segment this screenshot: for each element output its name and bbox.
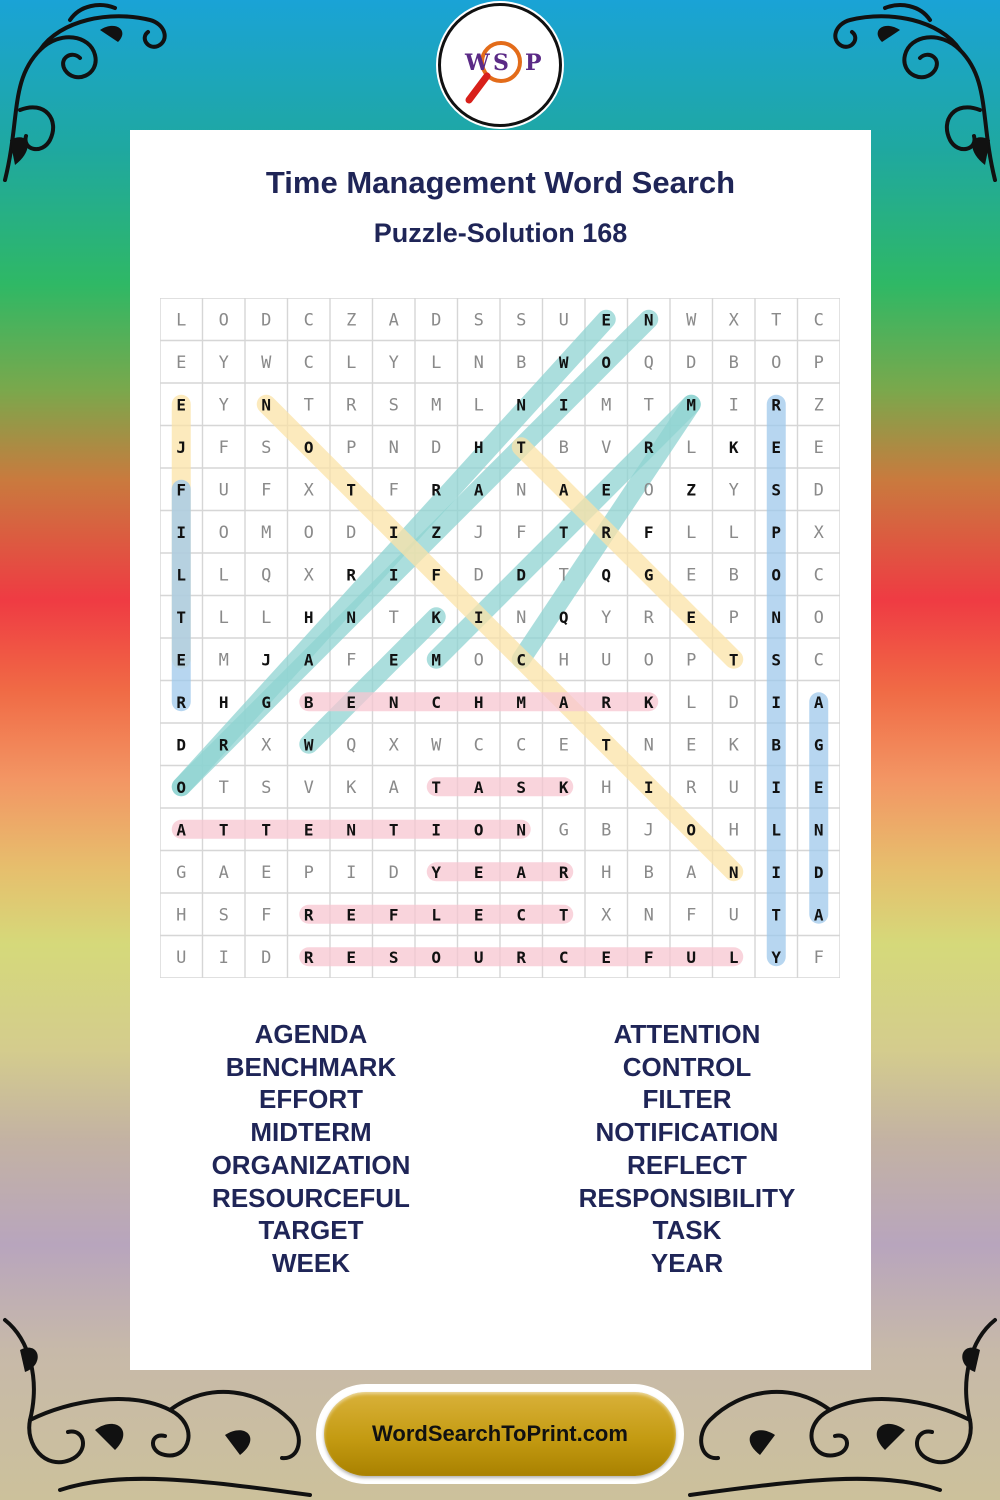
grid-cell: N [516,395,527,415]
grid-cell: R [601,692,612,712]
grid-cell: T [388,820,399,840]
grid-cell: L [473,395,484,416]
word-list-item: CONTROL [622,1051,752,1082]
logo-letter-w: W [465,50,490,76]
grid-cell: M [261,522,272,543]
grid-cell: O [601,352,612,372]
grid-cell: B [728,565,739,586]
grid-cell: H [728,820,739,841]
grid-cell: N [771,607,782,627]
grid-cell: F [643,522,654,542]
grid-cell: Z [346,310,357,331]
grid-cell: N [473,352,484,373]
grid-cell: O [431,947,442,967]
grid-cell: S [388,395,399,416]
logo-letter-p: P [525,50,542,76]
grid-cell: I [728,395,739,416]
grid-cell: R [303,947,314,967]
grid-cell: G [558,820,569,841]
grid-cell: E [176,395,187,415]
grid-cell: K [558,777,569,797]
grid-cell: E [473,905,484,925]
grid-cell: L [346,352,357,373]
grid-cell: U [176,947,187,968]
grid-cell: I [771,692,782,712]
grid-cell: E [176,352,187,373]
grid-cell: Z [431,522,442,542]
grid-cell: T [643,395,654,416]
grid-cell: O [813,607,824,628]
grid-cell: B [601,820,612,841]
grid-cell: D [473,565,484,586]
grid-cell: A [558,692,569,712]
grid-cell: D [176,735,187,755]
word-list-item: AGENDA [254,1019,368,1049]
grid-cell: F [261,905,272,926]
word-list-item: RESOURCEFUL [212,1182,410,1213]
grid-cell: Y [431,862,442,882]
word-list-item: TARGET [258,1215,364,1246]
grid-cell: O [643,480,654,501]
grid-cell: Q [558,607,569,627]
grid-cell: C [303,310,314,331]
grid-cell: N [813,820,824,840]
grid-cell: C [516,905,527,925]
grid-cell: Y [728,480,739,501]
grid-cell: K [728,437,739,457]
word-list-item: TASK [652,1215,722,1246]
grid-cell: W [261,352,272,373]
grid-cell: N [261,395,272,415]
grid-cell: Q [643,352,654,373]
grid-cell: O [303,437,314,457]
word-list-right [502,1018,872,1280]
grid-cell: B [303,692,314,712]
grid-cell: J [473,522,484,543]
grid-cell: B [516,352,527,373]
grid-cell: E [176,650,187,670]
grid-cell: M [218,650,229,671]
grid-cell: C [813,650,824,671]
grid-cell: P [303,862,314,883]
word-list-item: YEAR [650,1247,724,1278]
grid-cell: L [176,565,187,585]
grid-cell: H [473,437,484,457]
grid-cell: N [643,735,654,756]
site-link-button[interactable] [316,1384,684,1484]
grid-cell: F [686,905,697,926]
grid-cell: A [388,777,399,798]
grid-cell: T [218,777,229,798]
grid-cell: E [346,692,357,712]
grid-cell: X [261,735,272,756]
grid-cell: W [303,735,314,755]
grid-cell: F [218,437,229,458]
grid-cell: S [771,650,782,670]
grid-cell: A [473,480,484,500]
grid-cell: A [558,480,569,500]
grid-cell: A [813,692,824,712]
grid-cell: U [218,480,229,501]
grid-cell: I [431,820,442,840]
grid-cell: U [601,650,612,671]
grid-cell: T [516,437,527,457]
grid-cell: E [686,565,697,586]
grid-cell: F [346,650,357,671]
word-list-left [126,1018,496,1280]
grid-cell: U [473,947,484,967]
grid-cell: U [728,905,739,926]
grid-cell: R [643,437,654,457]
grid-cell: G [261,692,272,712]
grid-cell: I [346,862,357,883]
grid-cell: O [218,522,229,543]
grid-cell: H [218,692,229,712]
grid-cell: F [388,480,399,501]
grid-cell: L [218,565,229,586]
grid-cell: F [516,522,527,543]
grid-cell: L [728,947,739,967]
grid-cell: G [813,735,824,755]
grid-cell: M [431,395,442,416]
grid-cell: E [473,862,484,882]
grid-cell: D [516,565,527,585]
grid-cell: X [303,480,314,501]
grid-cell: E [346,905,357,925]
grid-cell: B [558,437,569,458]
grid-cell: V [601,437,612,458]
grid-cell: R [218,735,229,755]
grid-cell: G [176,862,187,883]
grid-cell: I [771,862,782,882]
grid-cell: D [431,437,442,458]
grid-cell: L [431,905,442,925]
grid-cell: P [813,352,824,373]
grid-cell: J [261,650,272,670]
grid-cell: S [388,947,399,967]
grid-cell: X [728,310,739,331]
grid-cell: L [686,692,697,713]
grid-cell: T [346,480,357,500]
grid-cell: N [346,820,357,840]
grid-cell: L [686,522,697,543]
word-list-item: REFLECT [627,1149,747,1180]
grid-cell: O [643,650,654,671]
grid-cell: C [813,565,824,586]
grid-cell: N [643,905,654,926]
grid-cell: C [303,352,314,373]
grid-cell: P [686,650,697,671]
grid-cell: U [728,777,739,798]
grid-cell: R [601,522,612,542]
grid-cell: X [813,522,824,543]
grid-cell: L [728,522,739,543]
grid-cell: T [388,607,399,628]
word-list-item: ORGANIZATION [211,1149,411,1180]
word-list-item: EFFORT [259,1084,363,1115]
grid-cell: S [516,777,527,797]
grid-cell: K [728,735,739,756]
grid-cell: R [303,905,314,925]
grid-cell: W [431,735,442,756]
grid-cell: A [473,777,484,797]
grid-cell: D [813,480,824,501]
grid-cell: Z [686,480,697,500]
grid-cell: H [176,905,187,926]
grid-cell: G [643,565,654,585]
grid-cell: C [558,947,569,967]
grid-cell: E [686,607,697,627]
grid-cell: B [771,735,782,755]
puzzle-sheet [130,130,871,1370]
grid-cell: A [516,862,527,882]
grid-cell: Y [771,947,782,967]
grid-cell: O [473,820,484,840]
grid-cell: E [813,777,824,797]
grid-cell: O [218,310,229,331]
grid-cell: H [601,862,612,883]
grid-cell: A [218,862,229,883]
grid-cell: U [558,310,569,331]
grid-cell: A [813,905,824,925]
grid-cell: C [431,692,442,712]
grid-cell: J [176,437,187,457]
grid-cell: R [431,480,442,500]
grid-cell: N [516,480,527,501]
grid-cell: W [686,310,697,331]
grid-cell: T [218,820,229,840]
grid-cell: S [218,905,229,926]
grid-cell: Y [601,607,612,628]
grid-cell: J [643,820,654,841]
grid-svg [160,298,840,978]
grid-cell: R [176,692,187,712]
grid-cell: L [771,820,782,840]
grid-cell: B [728,352,739,373]
grid-cell: X [601,905,612,926]
grid-cell: D [813,862,824,882]
grid-cell: D [261,947,272,968]
grid-cell: D [431,310,442,331]
grid-cell: A [388,310,399,331]
grid-cell: E [771,437,782,457]
grid-cell: P [728,607,739,628]
grid-cell: T [261,820,272,840]
grid-cell: N [388,437,399,458]
grid-cell: L [686,437,697,458]
grid-cell: E [686,735,697,756]
grid-cell: I [388,565,399,585]
grid-cell: O [771,565,782,585]
grid-cell: U [686,947,697,967]
grid-cell: Q [261,565,272,586]
grid-cell: E [261,862,272,883]
grid-cell: C [516,735,527,756]
grid-cell: F [261,480,272,501]
grid-cell: D [346,522,357,543]
grid-cell: F [176,480,187,500]
grid-cell: D [686,352,697,373]
grid-cell: O [686,820,697,840]
grid-cell: N [643,310,654,330]
grid-cell: A [303,650,314,670]
grid-cell: E [601,310,612,330]
grid-cell: E [346,947,357,967]
grid-cell: X [388,735,399,756]
grid-cell: R [346,395,357,416]
grid-cell: L [176,310,187,331]
word-list-item: RESPONSIBILITY [578,1182,796,1213]
grid-cell: L [431,352,442,373]
grid-cell: L [218,607,229,628]
site-logo[interactable] [438,3,562,127]
grid-cell: I [388,522,399,542]
grid-cell: P [771,522,782,542]
grid-cell: N [388,692,399,712]
word-search-grid [160,298,840,978]
grid-cell: Y [388,352,399,373]
grid-cell: K [346,777,357,798]
grid-cell: N [346,607,357,627]
grid-cell: H [473,692,484,712]
grid-cell: Y [218,352,229,373]
grid-cell: T [771,310,782,331]
grid-cell: E [601,947,612,967]
grid-cell: S [261,437,272,458]
grid-cell: M [431,650,442,670]
grid-cell: R [643,607,654,628]
grid-cell: I [558,395,569,415]
grid-cell: O [303,522,314,543]
grid-cell: I [176,522,187,542]
grid-cell: D [728,692,739,713]
grid-cell: R [558,862,569,882]
grid-cell: S [261,777,272,798]
grid-cell: C [516,650,527,670]
grid-cell: O [176,777,187,797]
grid-cell: T [601,735,612,755]
grid-cell: O [771,352,782,373]
grid-cell: T [431,777,442,797]
site-link-label: WordSearchToPrint.com [372,1421,628,1446]
grid-cell: V [303,777,314,798]
grid-cell: H [303,607,314,627]
grid-cell: E [558,735,569,756]
word-list-item: MIDTERM [250,1117,372,1148]
grid-cell: F [643,947,654,967]
grid-cell: E [601,480,612,500]
grid-cell: E [813,437,824,458]
grid-cell: N [516,820,527,840]
grid-cell: Q [601,565,612,585]
grid-cell: D [388,862,399,883]
grid-cell: R [686,777,697,798]
grid-cell: H [601,777,612,798]
grid-cell: Q [346,735,357,756]
grid-cell: B [643,862,654,883]
magnifier-icon [441,6,559,124]
grid-cell: F [388,905,399,925]
grid-cell: A [176,820,187,840]
grid-cell: F [813,947,824,968]
grid-cell: D [261,310,272,331]
grid-cell: O [473,650,484,671]
grid-cell: T [303,395,314,416]
grid-cell: E [303,820,314,840]
grid-cell: X [303,565,314,586]
grid-cell: R [516,947,527,967]
grid-cell: Y [218,395,229,416]
word-list-item: NOTIFICATION [595,1117,779,1148]
grid-cell: Z [813,395,824,416]
grid-cell: R [346,565,357,585]
grid-cell: N [728,862,739,882]
grid-cell: T [558,905,569,925]
grid-cell: R [771,395,782,415]
word-list-item: BENCHMARK [225,1051,397,1082]
grid-cell: N [516,607,527,628]
logo-letter-s: S [493,50,509,76]
grid-cell: C [813,310,824,331]
grid-cell: S [516,310,527,331]
page-title: Time Management Word Search [265,165,736,200]
word-list-item: WEEK [272,1247,350,1278]
grid-cell: T [558,522,569,542]
word-list-item: ATTENTION [613,1019,761,1049]
word-list-item: FILTER [642,1084,732,1115]
grid-cell: K [431,607,442,627]
grid-cell: S [771,480,782,500]
grid-cell: I [771,777,782,797]
grid-cell: M [516,692,527,712]
grid-cell: T [771,905,782,925]
grid-cell: I [473,607,484,627]
grid-cell: E [388,650,399,670]
page-subtitle: Puzzle-Solution 168 [373,218,628,248]
grid-cell: I [643,777,654,797]
grid-cell: L [261,607,272,628]
grid-cell: P [346,437,357,458]
grid-cell: K [643,692,654,712]
grid-cell: M [686,395,697,415]
grid-cell: T [728,650,739,670]
site-link-inner[interactable] [324,1392,676,1476]
grid-cell: H [558,650,569,671]
grid-cell: M [601,395,612,416]
grid-cell: S [473,310,484,331]
grid-cell: A [686,862,697,883]
grid-cell: I [218,947,229,968]
grid-cell: T [176,607,187,627]
grid-cell: W [558,352,569,372]
grid-cell: T [558,565,569,586]
grid-cell: C [473,735,484,756]
grid-cell: F [431,565,442,585]
